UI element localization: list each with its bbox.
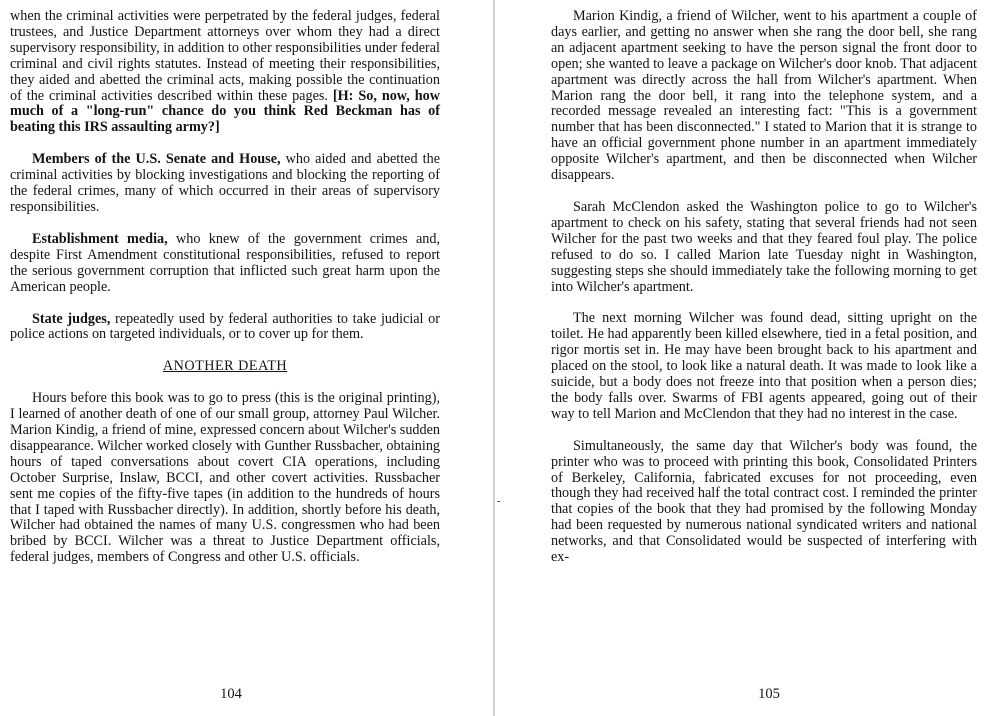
paragraph-text: who knew of the government crimes and, despite First Amendment constitutional responsibilities, refused to report the serious government corruption that inflicted such great harm upon the American people. bbox=[10, 230, 440, 295]
paragraph-text: when the criminal activities were perpetrated by the federal judges, federal trustees, and Justice Department attorneys over whom they had a direct supervisory responsibility, in addition to other responsibilities under federal criminal and civil rights statutes. Instead of meeting their responsibilities, they aided and abetted the criminal acts, making possible the continuation of the criminal activities described within these pages. bbox=[10, 8, 440, 104]
bold-note: [H: So, now, how much of a "long-run" chance do you think Red Beckman has of beating this IRS assaulting army?] bbox=[10, 87, 440, 136]
paragraph bbox=[10, 312, 440, 344]
paragraph bbox=[10, 152, 440, 216]
paragraph: The next morning Wilcher was found dead, sitting upright on the toilet. He had apparently been killed elsewhere, tied in a fetal position, and rigor mortis set in. He may have been brought back to his apartment and placed on the stool, to look like a natural death. It was made to look like a suicide, but a body does not freeze into that position when a person dies; the body falls over. Swarms of FBI agents appeared, going out of their way to tell Marion and McClendon that they had no interest in the case. bbox=[551, 310, 977, 422]
left-text-column bbox=[10, 9, 440, 566]
paragraph bbox=[10, 232, 440, 296]
section-heading: ANOTHER DEATH bbox=[162, 358, 288, 375]
page-number: 104 bbox=[220, 686, 242, 702]
right-text-column bbox=[551, 9, 977, 566]
bold-term: Establishment media, bbox=[32, 230, 168, 247]
stray-mark: - bbox=[497, 496, 501, 507]
right-page bbox=[496, 0, 992, 716]
bold-term: State judges, bbox=[32, 310, 111, 327]
paragraph-text: repeatedly used by federal authorities to take judicial or police actions on targeted individuals, or to cover up for them. bbox=[10, 310, 440, 343]
page-number: 105 bbox=[758, 686, 780, 702]
left-page bbox=[0, 0, 494, 716]
bold-term: Members of the U.S. Senate and House, bbox=[32, 151, 281, 168]
paragraph-text: who aided and abetted the criminal activities by blocking investigations and blocking the reporting of the federal crimes, many of which occurred in their areas of supervisory responsibilities. bbox=[10, 151, 440, 215]
paragraph: Marion Kindig, a friend of Wilcher, went to his apartment a couple of days earlier, and getting no answer when she rang the door bell, she rang an adjacent apartment seeking to have the person signal the front door to open; she wanted to leave a package on Wilcher's door knob. That adjacent apartment was directly across the hall from Wilcher's apartment. When Marion rang the door bell, it rang into the telephone system, and a recorded message revealed an interesting fact: "This is a government number that has been disconnected." I stated to Marion that it is strange to have an official government phone number in an apartment immediately opposite Wilcher's apartment, and then be disconnected when Wilcher disappears. bbox=[551, 8, 977, 184]
paragraph: Hours before this book was to go to press (this is the original printing), I learned of another death of one of our small group, attorney Paul Wilcher. Marion Kindig, a friend of mine, expressed concern about Wilcher's sudden disappearance. Wilcher worked closely with Gunther Russbacher, obtaining hours of taped conversations about covert CIA operations, including October Surprise, Inslaw, BCCI, and other covert activities. Russbacher sent me copies of the fifty-five tapes (in addition to the hundreds of hours that I taped with Russbacher directly). In addition, shortly before his death, Wilcher had obtained the names of many U.S. congressmen who had been bribed by BCCI. Wilcher was a threat to Justice Department officials, federal judges, members of Congress and other U.S. officials. bbox=[10, 390, 441, 566]
book-spine bbox=[493, 0, 495, 716]
paragraph: Sarah McClendon asked the Washington police to go to Wilcher's apartment to check on his safety, stating that several friends had not seen Wilcher for the past two weeks and that they feared foul play. The police refused to do so. I called Marion late Tuesday night in Washington, suggesting steps she should immediately take the following morning to get into Wilcher's apartment. bbox=[551, 198, 977, 295]
paragraph: Simultaneously, the same day that Wilcher's body was found, the printer who was to proceed with printing this book, Consolidated Printers of Berkeley, California, fabricated excuses for not proceeding, even though they had received half the total contract cost. I reminded the printer that copies of the book that they had promised by the following Monday had been requested by numerous national syndicated writers and national networks, and that Consolidated would be suspected of interfering with ex- bbox=[551, 437, 977, 566]
paragraph bbox=[10, 9, 440, 136]
